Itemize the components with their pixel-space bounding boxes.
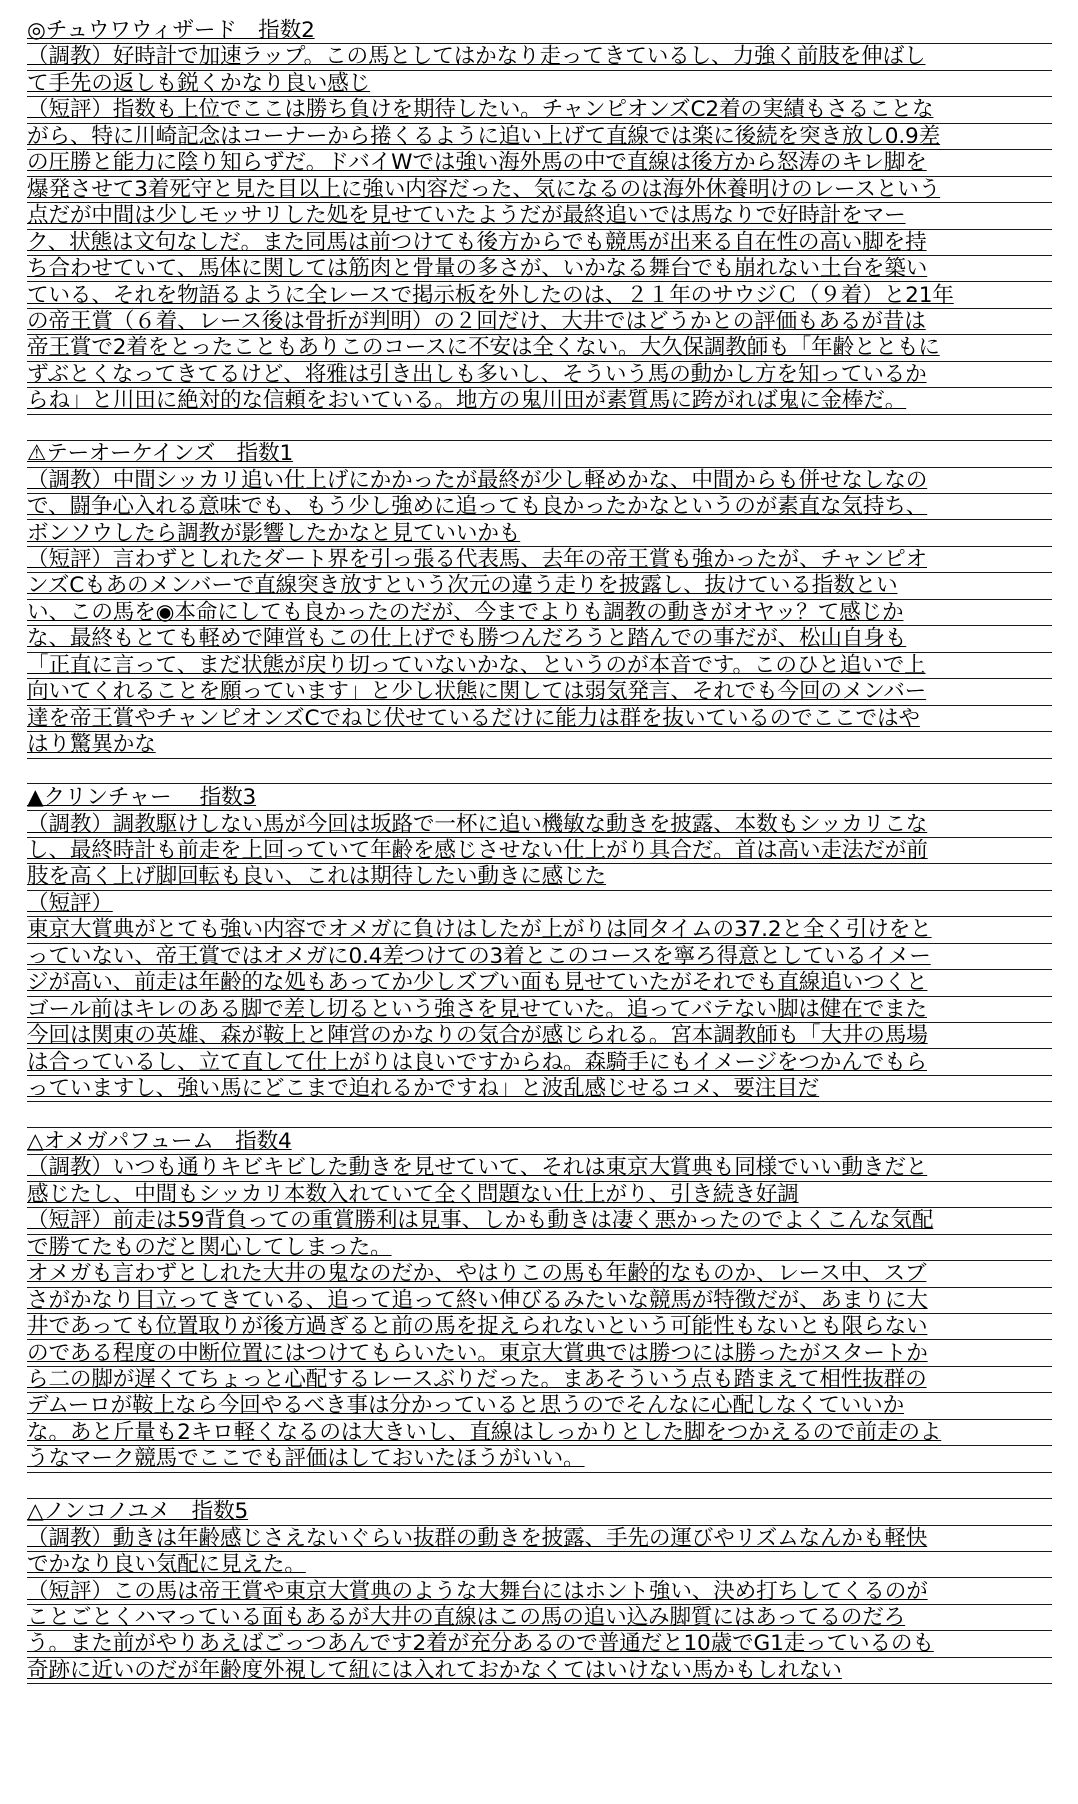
line-text: はり驚異かな (27, 732, 156, 758)
line-text: 帝王賞で2着をとったこともありこのコースに不安は全くない。大久保調教師も「年齢とともに (27, 335, 940, 361)
text-line (27, 1341, 1052, 1367)
text-line (27, 1155, 1052, 1181)
text-line (27, 1446, 1052, 1472)
horse-heading-text: ◎チュウワウィザード 指数2 (27, 18, 315, 43)
text-line (27, 230, 1052, 256)
text-line (27, 706, 1052, 732)
line-text: （短評） (27, 890, 113, 916)
line-text: で勝てたものだと関心してしまった。 (27, 1234, 392, 1260)
text-line (27, 521, 1052, 547)
line-text: 達を帝王賞やチャンピオンズCでねじ伏せているだけに能力は群を抜いているのでここではや (27, 705, 920, 731)
line-text: ことごとくハマっている面もあるが大井の直線はこの馬の追い込み脚質にはあってるのだろ (27, 1605, 906, 1630)
text-line (27, 283, 1052, 309)
line-text: うなマーク競馬でここでも評価はしておいたほうがいい。 (27, 1446, 585, 1472)
text-line (27, 362, 1052, 388)
line-text: な、最終もとても軽めで陣営もこの仕上げでも勝つんだろうと踏んでの事だが、松山自身も (27, 626, 907, 652)
line-text: オメガも言わずとしれた大井の鬼なのだか、やはりこの馬も年齢的なものか、レース中、スブ (27, 1261, 927, 1287)
horse-heading-text: △オメガパフューム 指数4 (27, 1128, 292, 1154)
text-line (27, 1261, 1052, 1287)
line-text: 東京大賞典がとても強い内容でオメガに負けはしたが上がりは同タイムの37.2と全く引けをと (27, 917, 932, 943)
line-text: は合っているし、立て直して仕上がりは良いですからね。森騎手にもイメージをつかんでもら (27, 1049, 927, 1075)
text-line (27, 626, 1052, 652)
horse-heading-text: ▲クリンチャー 指数3 (27, 785, 257, 811)
line-text: な。あと斤量も2キロ軽くなるのは大きいし、直線はしっかりとした脚をつかえるので前走のよ (27, 1419, 942, 1445)
line-text: らね」と川田に絶対的な信頼をおいている。地方の鬼川田が素質馬に跨がれば鬼に金棒だ。 (27, 388, 907, 414)
text-line (27, 1420, 1052, 1446)
text-line (27, 917, 1052, 943)
horse-heading-text: ⚠テーオーケインズ 指数1 (27, 441, 294, 467)
horse-heading (27, 18, 1052, 44)
line-text: の帝王賞（６着、レース後は骨折が判明）の２回だけ、大井ではどうかとの評価もあるが昔は (27, 308, 926, 334)
text-line (27, 124, 1052, 150)
text-line (27, 468, 1052, 494)
line-text: （短評）前走は59背負っての重賞勝利は見事、しかも動きは凄く悪かったのでよくこんな気配 (27, 1208, 934, 1234)
text-line (27, 256, 1052, 282)
text-line (27, 1050, 1052, 1076)
text-line (27, 997, 1052, 1023)
line-text: 点だが中間は少しモッサリした処を見せていたようだが最終追いでは馬なりで好時計をマー (27, 203, 906, 229)
text-line (27, 970, 1052, 996)
text-line (27, 1658, 1052, 1684)
line-text: 爆発させて3着死守と見た目以上に強い内容だった、気になるのは海外休養明けのレースという (27, 176, 941, 202)
line-text: デムーロが鞍上なら今回やるべき事は分かっていると思うのでそんなに心配しなくていいか (27, 1393, 905, 1419)
line-text: （調教）いつも通りキビキビした動きを見せていて、それは東京大賞典も同様でいい動きだと (27, 1155, 928, 1181)
text-line (27, 1023, 1052, 1049)
line-text: 向いてくれることを願っています」と少し状態に関しては弱気発言、それでも今回のメンバー (27, 679, 927, 705)
line-text: ている、それを物語るように全レースで掲示板を外したのは、２１年のサウジＣ（９着）と21年 (27, 282, 954, 308)
line-text: い、この馬を◉本命にしても良かったのだが、今までよりも調教の動きがオヤッ？て感じか (27, 599, 904, 625)
text-line (27, 679, 1052, 705)
line-text: （調教）好時計で加速ラップ。この馬としてはかなり走ってきているし、力強く前肢を伸ばし (27, 44, 926, 70)
line-text: 井であっても位置取りが後方過ぎると前の馬を捉えられないという可能性もないとも限らない (27, 1314, 928, 1340)
line-text: 感じたし、中間もシッカリ本数入れていて全く問題ない仕上がり、引き続き好調 (27, 1181, 799, 1207)
text-line (27, 1076, 1052, 1102)
line-text: っていない、帝王賞ではオメガに0.4差つけての3着とこのコースを寧ろ得意としているイメー (27, 943, 931, 969)
text-line (27, 732, 1052, 758)
text-line (27, 864, 1052, 890)
text-line (27, 1579, 1052, 1605)
text-line (27, 1288, 1052, 1314)
line-text: て手先の返しも鋭くかなり良い感じ (27, 70, 371, 96)
horse-heading (27, 1129, 1052, 1155)
text-line (27, 1526, 1052, 1552)
horse-heading-text: △ノンコノユメ 指数5 (27, 1499, 249, 1525)
line-text: （短評）指数も上位でここは勝ち負けを期待したい。チャンピオンズC2着の実績もさることな (27, 97, 934, 123)
text-line (27, 97, 1052, 123)
text-line (27, 309, 1052, 335)
line-text: っていますし、強い馬にどこまで迫れるかですね」と波乱感じせるコメ、要注目だ (27, 1076, 820, 1101)
text-line (27, 1182, 1052, 1208)
line-text: ち合わせていて、馬体に関しては筋肉と骨量の多さが、いかなる舞台でも崩れない土台を築い (27, 256, 928, 282)
horse-heading (27, 785, 1052, 811)
line-text: （調教）動きは年齢感じさえないぐらい抜群の動きを披露、手先の運びやリズムなんかも軽快 (27, 1525, 928, 1551)
line-text: （調教）中間シッカリ追い仕上げにかかったが最終が少し軽めかな、中間からも併せなしなの (27, 467, 928, 493)
text-line (27, 177, 1052, 203)
line-text: ンズCもあのメンバーで直線突き放すという次元の違う走りを披露し、抜けている指数とい (27, 573, 898, 599)
text-line (27, 388, 1052, 414)
line-text: 「正直に言って、まだ状態が戻り切っていないかな、というのが本音です。このひと追いで上 (27, 652, 926, 678)
text-line (27, 653, 1052, 679)
text-line (27, 838, 1052, 864)
text-line (27, 1208, 1052, 1234)
horse-heading (27, 1499, 1052, 1525)
text-line (27, 44, 1052, 70)
text-line (27, 335, 1052, 361)
text-line (27, 891, 1052, 917)
text-line (27, 71, 1052, 97)
text-line (27, 944, 1052, 970)
text-line (27, 203, 1052, 229)
line-text: し、最終時計も前走を上回っていて年齢を感じさせない仕上がり具合だ。首は高い走法だが前 (27, 837, 928, 863)
text-line (27, 812, 1052, 838)
text-line (27, 150, 1052, 176)
line-text: ジが高い、前走は年齢的な処もあってか少しズブい面も見せていたがそれでも直線追いつくと (27, 970, 928, 996)
line-text: （調教）調教駆けしない馬が今回は坂路で一杯に追い機敏な動きを披露、本数もシッカリこな (27, 811, 928, 837)
line-text: （短評）言わずとしれたダート界を引っ張る代表馬、去年の帝王賞も強かったが、チャンピオ (27, 547, 927, 572)
text-line (27, 1314, 1052, 1340)
line-text: がら、特に川崎記念はコーナーから捲くるように追い上げて直線では楽に後続を突き放し0.9差 (27, 123, 941, 149)
line-text: ゴール前はキレのある脚で差し切るという強さを見せていた。追ってバテない脚は健在でまた (27, 996, 927, 1022)
text-line (27, 600, 1052, 626)
text-line (27, 1393, 1052, 1419)
text-line (27, 573, 1052, 599)
text-line (27, 1631, 1052, 1657)
line-text: （短評）この馬は帝王賞や東京大賞典のような大舞台にはホント強い、決め打ちしてくるのが (27, 1578, 928, 1604)
line-text: 今回は関東の英雄、森が鞍上と陣営のかなりの気合が感じられる。宮本調教師も「大井の馬場 (27, 1023, 928, 1049)
line-text: ら二の脚が遅くてちょっと心配するレースぶりだった。まあそういう点も踏まえて相性抜群の (27, 1366, 927, 1392)
line-text: ク、状態は文句なしだ。また同馬は前つけても後方からでも競馬が出来る自在性の高い脚を持 (27, 229, 927, 255)
line-text: さがかなり目立ってきている、追って追って終い伸びるみたいな競馬が特徴だが、あまりに大 (27, 1287, 928, 1313)
line-text: ボンソウしたら調教が影響したかなと見ていいかも (27, 520, 521, 546)
horse-heading (27, 441, 1052, 467)
line-text: の圧勝と能力に陰り知らずだ。ドバイWでは強い海外馬の中で直線は後方から怒涛のキレ脚を (27, 150, 927, 176)
text-line (27, 494, 1052, 520)
line-text: でかなり良い気配に見えた。 (27, 1552, 306, 1578)
text-line (27, 1605, 1052, 1631)
text-line (27, 1235, 1052, 1261)
line-text: う。また前がやりあえばごっつあんです2着が充分あるので普通だと10歳でG1走っているのも (27, 1631, 934, 1657)
text-line (27, 1367, 1052, 1393)
line-text: のである程度の中断位置にはつけてもらいたい。東京大賞典では勝つには勝ったがスタートか (27, 1340, 928, 1366)
text-line (27, 547, 1052, 573)
line-text: 肢を高く上げ脚回転も良い、これは期待したい動きに感じた (27, 864, 606, 890)
line-text: 奇跡に近いのだが年齢度外視して紐には入れておかなくてはいけない馬かもしれない (27, 1657, 842, 1683)
line-text: ずぶとくなってきてるけど、将雅は引き出しも多いし、そういう馬の動かし方を知っているか (27, 361, 927, 387)
text-line (27, 1552, 1052, 1578)
line-text: で、闘争心入れる意味でも、もう少し強めに追っても良かったかなというのが素直な気持ち、 (27, 494, 928, 520)
